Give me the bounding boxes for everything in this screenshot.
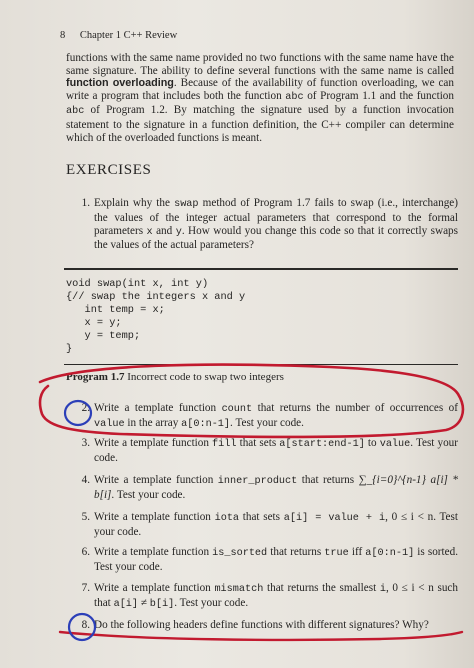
- code: a[i] = value + i: [283, 513, 386, 524]
- code: iota: [214, 513, 240, 524]
- red-highlight-loop: [40, 365, 463, 437]
- text: method of Program 1.7 fails to swap (i.e., interchange) the values of the integer actual parameters that correspond to the formal parameters: [94, 197, 458, 237]
- code: a[0:n-1]: [365, 548, 415, 559]
- text: that returns the number of occurrences of: [252, 402, 458, 414]
- text: in the array: [124, 416, 182, 429]
- running-title: Chapter 1 C++ Review: [79, 30, 178, 41]
- text: Write a template function: [94, 546, 213, 558]
- intro-code: abc: [285, 91, 304, 103]
- exercise-number: 3.: [81, 437, 90, 449]
- code: value: [379, 439, 411, 450]
- text: ≠: [138, 596, 150, 609]
- exercise-number: 2.: [81, 402, 90, 414]
- text: Write a template function: [94, 511, 215, 523]
- text: is sorted. Test your code.: [94, 546, 458, 573]
- exercise-number: 5.: [81, 511, 90, 523]
- text: Write a template function: [94, 582, 215, 594]
- code: swap: [174, 199, 199, 210]
- intro-text: of Program 1.1 and the function: [303, 89, 454, 102]
- text: that returns: [267, 546, 325, 558]
- code: b[i]: [149, 598, 175, 610]
- text: that returns: [297, 474, 359, 486]
- text: , 0 ≤ i < n such that: [94, 582, 458, 609]
- code: fill: [212, 439, 237, 450]
- exercise-number: 8.: [81, 619, 90, 631]
- code: a[i]: [113, 598, 139, 610]
- intro-term: function overloading: [66, 77, 174, 90]
- text: Do the following headers define functions with different signatures? Why?: [94, 619, 429, 631]
- exercise-number: 6.: [81, 546, 90, 558]
- intro-code: abc: [66, 106, 85, 118]
- text: Explain why the: [94, 197, 175, 209]
- caption-label: Program 1.7: [66, 371, 125, 383]
- text: and: [152, 224, 176, 237]
- program-code: void swap(int x, int y) {// swap the integers x and y int temp = x; x = y; y = temp; }: [66, 278, 246, 355]
- text: , 0 ≤ i < n. Test your code.: [94, 511, 458, 538]
- text: . Test your code.: [174, 596, 249, 609]
- exercise-number: 1.: [81, 197, 90, 209]
- intro-text: functions with the same name provided no two functions with the same name have the same signature. The ability to define several functions with the same name is called: [66, 52, 454, 77]
- exercise-number: 7.: [81, 582, 90, 594]
- page-number: 8: [60, 30, 66, 41]
- text: to: [364, 437, 380, 449]
- text: Write a template function: [94, 402, 222, 414]
- exercises-heading: EXERCISES: [66, 162, 152, 178]
- code: mismatch: [214, 584, 264, 595]
- text: . Test your code.: [111, 488, 186, 501]
- text: Write a template function: [94, 437, 213, 449]
- intro-text: of Program 1.2. By matching the signature used by a function invocation statement to the signature in a function definition, the C++ compiler can determine which of the overloaded functions is meant.: [66, 104, 454, 144]
- code: y: [175, 226, 182, 238]
- intro-text: . Because of the availability of function overloading, we can write a program that includes both the function: [66, 77, 454, 102]
- blue-circle-exercise-2: [65, 401, 91, 425]
- caption-text: Incorrect code to swap two integers: [124, 371, 284, 383]
- exercise-number: 4.: [81, 474, 90, 486]
- code: x: [146, 226, 153, 238]
- code: is_sorted: [212, 548, 268, 559]
- blue-circle-exercise-8: [69, 614, 95, 640]
- math-expression: ∑_{i=0}^{n-1} a[i] * b[i]: [94, 474, 458, 501]
- text: that sets: [239, 511, 284, 523]
- code: i: [379, 584, 386, 595]
- text: that returns the smallest: [263, 582, 380, 594]
- red-underline: [60, 632, 462, 640]
- code: a[0:n-1]: [181, 418, 231, 430]
- text: . How would you change this code so that it correctly swaps the values of the actual parameters?: [94, 224, 458, 252]
- code: true: [324, 548, 349, 559]
- text: . Test your code.: [230, 416, 304, 429]
- code: value: [94, 418, 125, 430]
- code: a[start:end-1]: [279, 439, 365, 450]
- text: . Test your code.: [94, 437, 458, 464]
- text: Write a template function: [94, 474, 218, 486]
- code: inner_product: [217, 476, 298, 487]
- text: iff: [348, 546, 366, 558]
- text: that sets: [236, 437, 280, 449]
- code: count: [221, 404, 253, 415]
